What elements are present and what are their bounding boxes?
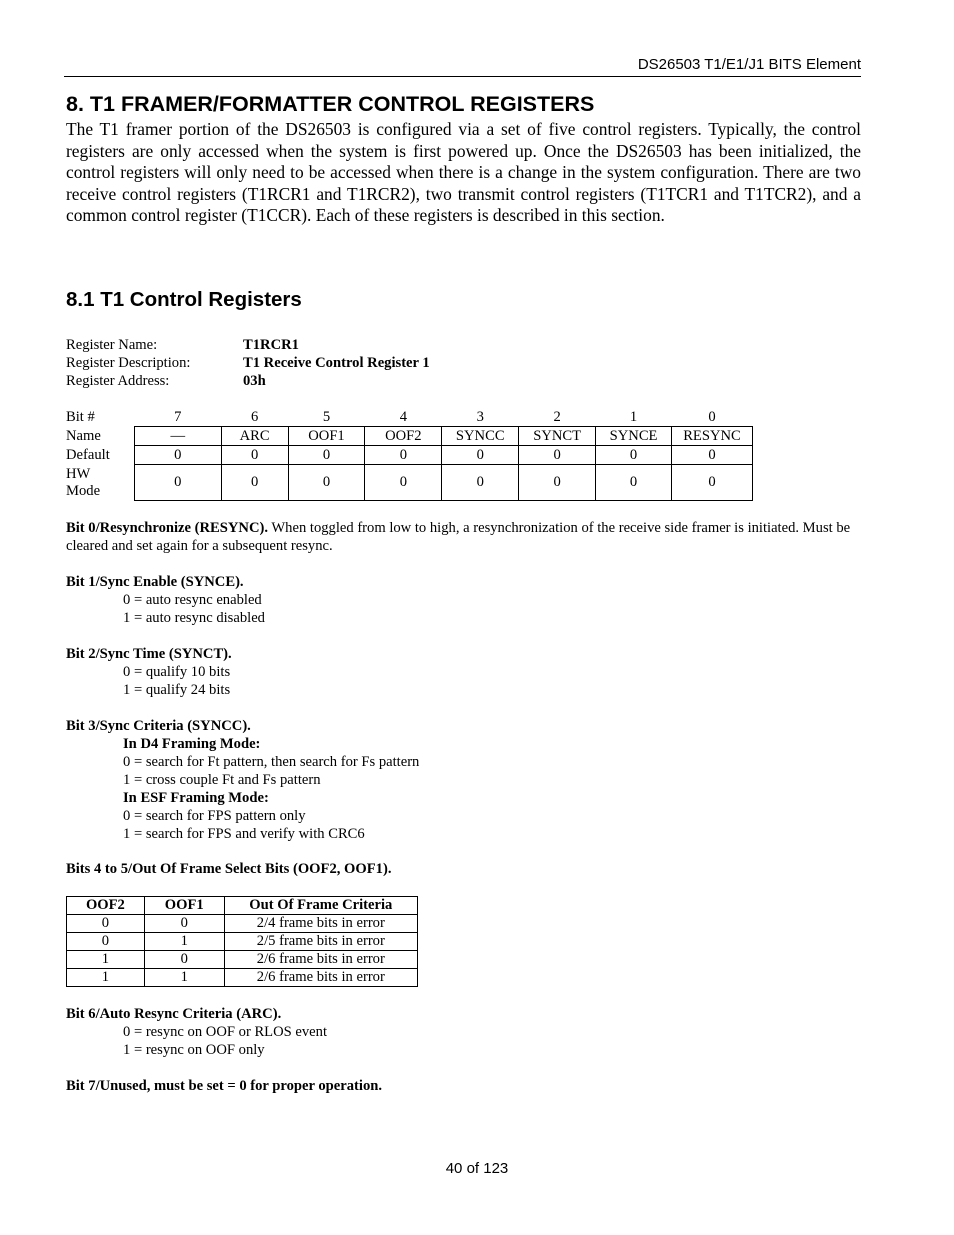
bit-number: 1: [629, 408, 638, 425]
bit1-title: Bit 1/Sync Enable (SYNCE).: [66, 574, 244, 590]
bit1-description: [66, 573, 265, 627]
bit2-option: 1 = qualify 24 bits: [123, 682, 231, 698]
table-row: [67, 933, 418, 951]
bit-name: ARC: [221, 427, 288, 446]
bit-number: 7: [174, 408, 182, 425]
oof-header: OOF1: [144, 897, 224, 915]
bit3-option: 1 = cross couple Ft and Fs pattern: [123, 772, 321, 788]
bit-hw-mode: 0: [221, 465, 288, 501]
oof2-value: 0: [67, 915, 145, 933]
register-desc: T1 Receive Control Register 1: [243, 355, 430, 371]
bit-number: 0: [708, 408, 716, 425]
oof-header: OOF2: [67, 897, 145, 915]
bit3-description: [66, 717, 419, 843]
bit-hw-mode: 0: [442, 465, 519, 501]
bit45-description: [66, 860, 391, 878]
bit-default: 0: [221, 446, 288, 465]
bit-number-label: Bit #: [66, 408, 95, 425]
bit0-text: When toggled from low to high, a resynchronization of the receive side framer is initiated. Must be cleared and set again for a subsequent resync.: [66, 520, 851, 554]
oof-header: Out Of Frame Criteria: [224, 897, 417, 915]
bit3-option: 1 = search for FPS and verify with CRC6: [123, 826, 365, 842]
table-row: [67, 915, 418, 933]
bit2-option: 0 = qualify 10 bits: [123, 664, 231, 680]
bit-default: 0: [288, 446, 365, 465]
table-row: [67, 951, 418, 969]
bit-name: SYNCE: [596, 427, 672, 446]
default-row-label: Default: [66, 446, 110, 463]
name-row-label: Name: [66, 427, 101, 444]
bit45-title: Bits 4 to 5/Out Of Frame Select Bits (OOF2, OOF1).: [66, 861, 392, 877]
bit-default: 0: [672, 446, 753, 465]
bit1-option: 1 = auto resync disabled: [123, 610, 265, 626]
oof1-value: 0: [144, 915, 224, 933]
bit-default: 0: [365, 446, 442, 465]
register-info: [0, 336, 954, 392]
oof1-value: 1: [144, 933, 224, 951]
bit-number: 5: [322, 408, 331, 425]
bit3-d4-heading: In D4 Framing Mode:: [123, 736, 261, 752]
bit-hw-mode: 0: [519, 465, 596, 501]
bit-name: RESYNC: [672, 427, 753, 446]
oof-criteria: 2/6 frame bits in error: [224, 951, 417, 969]
bit-name: SYNCC: [442, 427, 519, 446]
bit7-title: Bit 7/Unused, must be set = 0 for proper operation.: [66, 1078, 383, 1094]
section-intro: The T1 framer portion of the DS26503 is configured via a set of five control registers. Typically, the control registers are only accessed when the system is first powered up. Once the DS26503 has been initialized, the control registers will only need to be accessed when there is a change in the system configuration. There are two receive control registers (T1RCR1 and T1RCR2), two transmit control registers (T1TCR1 and T1TCR2), and a common control register (T1CCR). Each of these registers is described in this section.: [66, 119, 861, 225]
oof-table: [66, 896, 418, 987]
bit6-description: [66, 1005, 327, 1059]
bit0-description: [66, 519, 856, 555]
register-desc-label: Register Description:: [66, 355, 191, 371]
bit6-title: Bit 6/Auto Resync Criteria (ARC).: [66, 1006, 282, 1022]
hw-mode-row-label: [66, 465, 134, 501]
bit3-title: Bit 3/Sync Criteria (SYNCC).: [66, 718, 251, 734]
register-name: T1RCR1: [243, 337, 299, 353]
bit-hw-mode: 0: [365, 465, 442, 501]
bit-name: —: [134, 427, 221, 446]
bit-number: 4: [399, 408, 407, 425]
document-title: DS26503 T1/E1/J1 BITS Element: [637, 56, 861, 73]
bit-number: 3: [476, 408, 484, 425]
bit6-option: 0 = resync on OOF or RLOS event: [123, 1024, 328, 1040]
bit6-option: 1 = resync on OOF only: [123, 1042, 265, 1058]
bit-hw-mode: 0: [596, 465, 672, 501]
bit3-option: 0 = search for FPS pattern only: [123, 808, 306, 824]
bit7-description: [66, 1077, 382, 1095]
bit-table: [66, 408, 753, 501]
register-name-label: Register Name:: [66, 337, 158, 353]
bit-name: OOF1: [288, 427, 365, 446]
bit-default: 0: [596, 446, 672, 465]
section-heading: 8. T1 FRAMER/FORMATTER CONTROL REGISTERS: [66, 92, 595, 116]
hw-label-line2: Mode: [66, 482, 101, 499]
bit-number: 2: [553, 408, 561, 425]
bit3-option: 0 = search for Ft pattern, then search for Fs pattern: [123, 754, 420, 770]
bit-hw-mode: 0: [672, 465, 753, 501]
bit2-description: [66, 645, 232, 699]
oof-criteria: 2/4 frame bits in error: [224, 915, 417, 933]
bit-name: SYNCT: [519, 427, 596, 446]
page-number: 40 of 123: [445, 1160, 509, 1177]
bit3-esf-heading: In ESF Framing Mode:: [123, 790, 269, 806]
bit-hw-mode: 0: [134, 465, 221, 501]
oof1-value: 1: [144, 969, 224, 987]
oof2-value: 0: [67, 933, 145, 951]
oof2-value: 1: [67, 951, 145, 969]
bit-default: 0: [442, 446, 519, 465]
hw-label-line1: HW: [66, 465, 91, 482]
register-addr: 03h: [243, 373, 266, 389]
oof-criteria: 2/5 frame bits in error: [224, 933, 417, 951]
bit-number: 6: [250, 408, 259, 425]
bit2-title: Bit 2/Sync Time (SYNCT).: [66, 646, 232, 662]
oof2-value: 1: [67, 969, 145, 987]
oof-criteria: 2/6 frame bits in error: [224, 969, 417, 987]
bit1-option: 0 = auto resync enabled: [123, 592, 262, 608]
oof1-value: 0: [144, 951, 224, 969]
bit-hw-mode: 0: [288, 465, 365, 501]
header-divider: [64, 76, 861, 77]
register-addr-label: Register Address:: [66, 373, 170, 389]
table-row: [67, 969, 418, 987]
bit0-title: Bit 0/Resynchronize (RESYNC).: [66, 520, 269, 536]
bit-default: 0: [519, 446, 596, 465]
bit-default: 0: [134, 446, 221, 465]
bit-name: OOF2: [365, 427, 442, 446]
subsection-heading: 8.1 T1 Control Registers: [66, 288, 302, 311]
